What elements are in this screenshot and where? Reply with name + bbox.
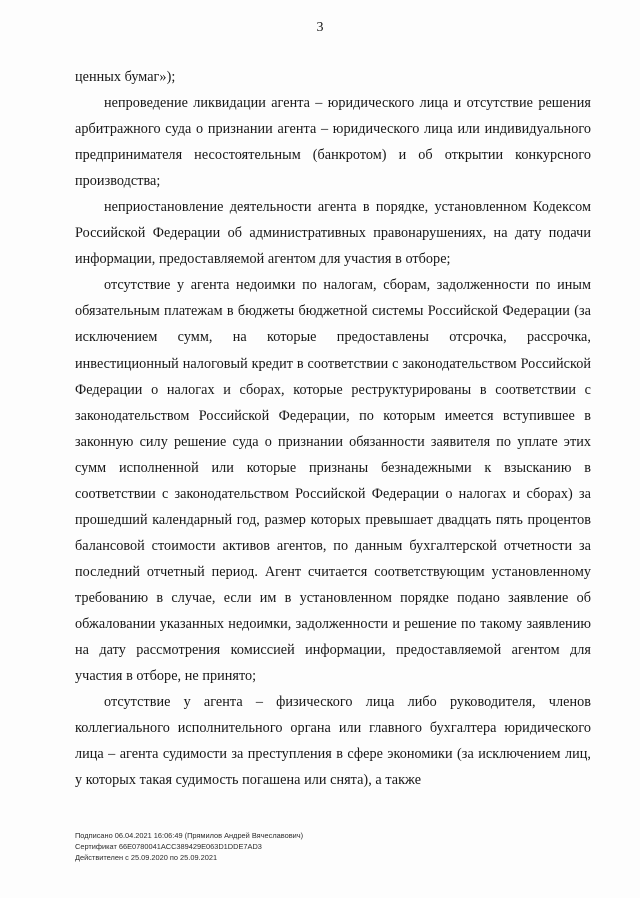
signature-certificate-line: Сертификат 66E0780041ACC389429E063D1DDE7AD3 <box>75 842 262 852</box>
paragraph-no-tax-arrears: отсутствие у агента недоимки по налогам, сборам, задолженности по иным обязательным платежам в бюджеты бюджетной системы Российской Федерации (за исключением сумм, на которые предоставлены отсрочка, рассрочка, инвестиционный налоговый кредит в соответствии с законодательством Российской Федерации о налогах и сборах, которые реструктурированы в соответствии с законодательством Российской Федерации, по которым имеется вступившее в законную силу решение суда о признании обязанности заявителя по уплате этих сумм исполненной или которые признаны безнадежными к взысканию в соответствии с законодательством Российской Федерации о налогах и сборах) за прошедший календарный год, размер которых превышает двадцать пять процентов балансовой стоимости активов агентов, по данным бухгалтерской отчетности за последний отчетный период. Агент считается соответствующим установленному требованию в случае, если им в установленном порядке подано заявление об обжаловании указанных недоимки, задолженности и решение по такому заявлению на дату рассмотрения комиссией информации, предоставляемой агентом для участия в отборе, не принято; <box>75 277 591 685</box>
signature-validity-line: Действителен с 25.09.2020 по 25.09.2021 <box>75 853 218 863</box>
page-number: 3 <box>316 20 324 35</box>
paragraph-continuation: ценных бумаг»); <box>75 69 176 85</box>
electronic-signature-stamp <box>75 830 495 864</box>
paragraph-no-criminal-record: отсутствие у агента – физического лица либо руководителя, членов коллегиального исполнительного органа или главного бухгалтера юридического лица – агента судимости за преступления в сфере экономики (за исключением лиц, у которых такая судимость погашена или снята), а также <box>75 694 591 789</box>
paragraph-no-suspension: неприостановление деятельности агента в порядке, установленном Кодексом Российской Федерации об административных правонарушениях, на дату подачи информации, предоставляемой агентом для участия в отборе; <box>75 199 591 268</box>
paragraph-no-liquidation: непроведение ликвидации агента – юридического лица и отсутствие решения арбитражного суда о признании агента – юридического лица или индивидуального предпринимателя несостоятельным (банкротом) и об открытии конкурсного производства; <box>75 95 591 190</box>
signature-signed-line: Подписано 06.04.2021 16:06:49 (Прямилов Андрей Вячеславович) <box>75 831 304 840</box>
document-body <box>75 64 591 793</box>
